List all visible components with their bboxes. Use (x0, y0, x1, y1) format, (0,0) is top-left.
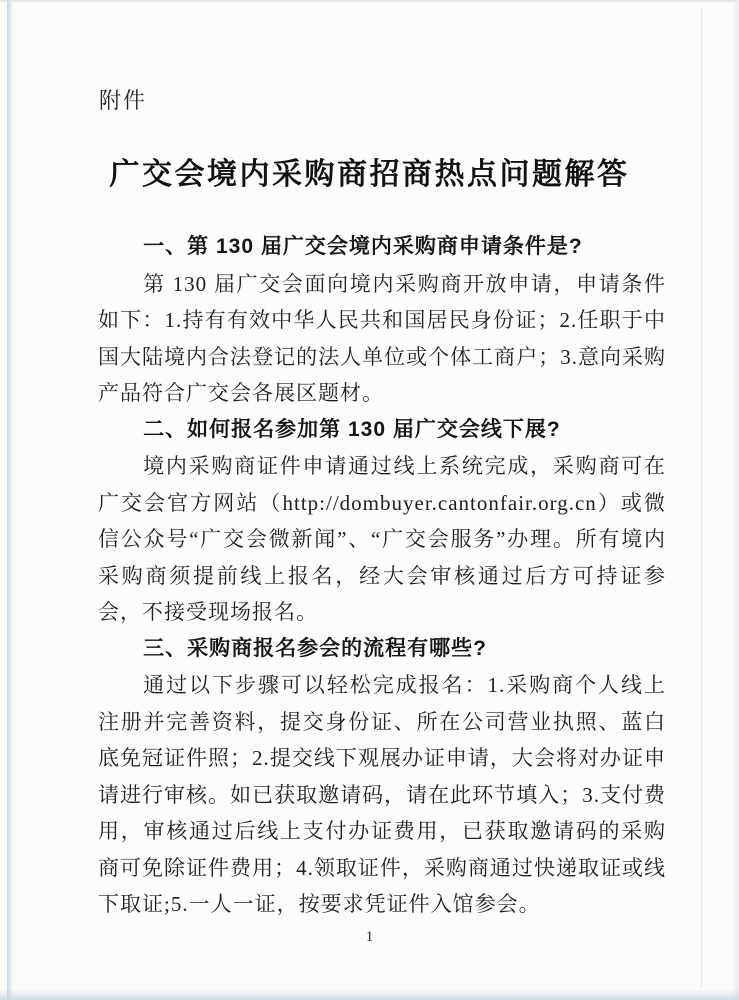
page-number: 1 (365, 929, 374, 945)
answer-paragraph-2: 境内采购商证件申请通过线上系统完成，采购商可在广交会官方网站（http://dombuyer.cantonfair.org.cn）或微信公众号“广交会微新闻”、“广交会服务”办理。所有境内采购商须提前线上报名，经大会审核通过后方可持证参会，不接受现场报名。 (98, 454, 666, 624)
faq-section-application-conditions (98, 229, 666, 412)
faq-section-offline-registration (98, 412, 666, 631)
faq-section-registration-process (98, 631, 666, 923)
scan-edge-bottom (0, 989, 739, 1000)
document-title: 广交会境内采购商招商热点问题解答 (109, 158, 630, 191)
question-heading-1: 一、第 130 届广交会境内采购商申请条件是? (143, 235, 583, 258)
answer-paragraph-1: 第 130 届广交会面向境内采购商开放申请，申请条件如下：1.持有有效中华人民共和国居民身份证；2.任职于中国大陆境内合法登记的法人单位或个体工商户；3.意向采购产品符合广交会各展区题材。 (98, 271, 666, 405)
answer-paragraph-3: 通过以下步骤可以轻松完成报名：1.采购商个人线上注册并完善资料，提交身份证、所在公司营业执照、蓝白底免冠证件照；2.提交线下观展办证申请，大会将对办证申请进行审核。如已获取邀请码，请在此环节填入；3.支付费用，审核通过后线上支付办证费用，已获取邀请码的采购商可免除证件费用；4.领取证件，采购商通过快递取证或线下取证;5.一人一证，按要求凭证件入馆参会。 (98, 673, 666, 916)
document-body (98, 229, 666, 923)
scan-edge-top (0, 0, 739, 3)
question-heading-3: 三、采购商报名参会的流程有哪些? (143, 636, 487, 660)
question-heading-2: 二、如何报名参加第 130 届广交会线下展? (143, 417, 561, 441)
attachment-label: 附件 (99, 88, 148, 113)
